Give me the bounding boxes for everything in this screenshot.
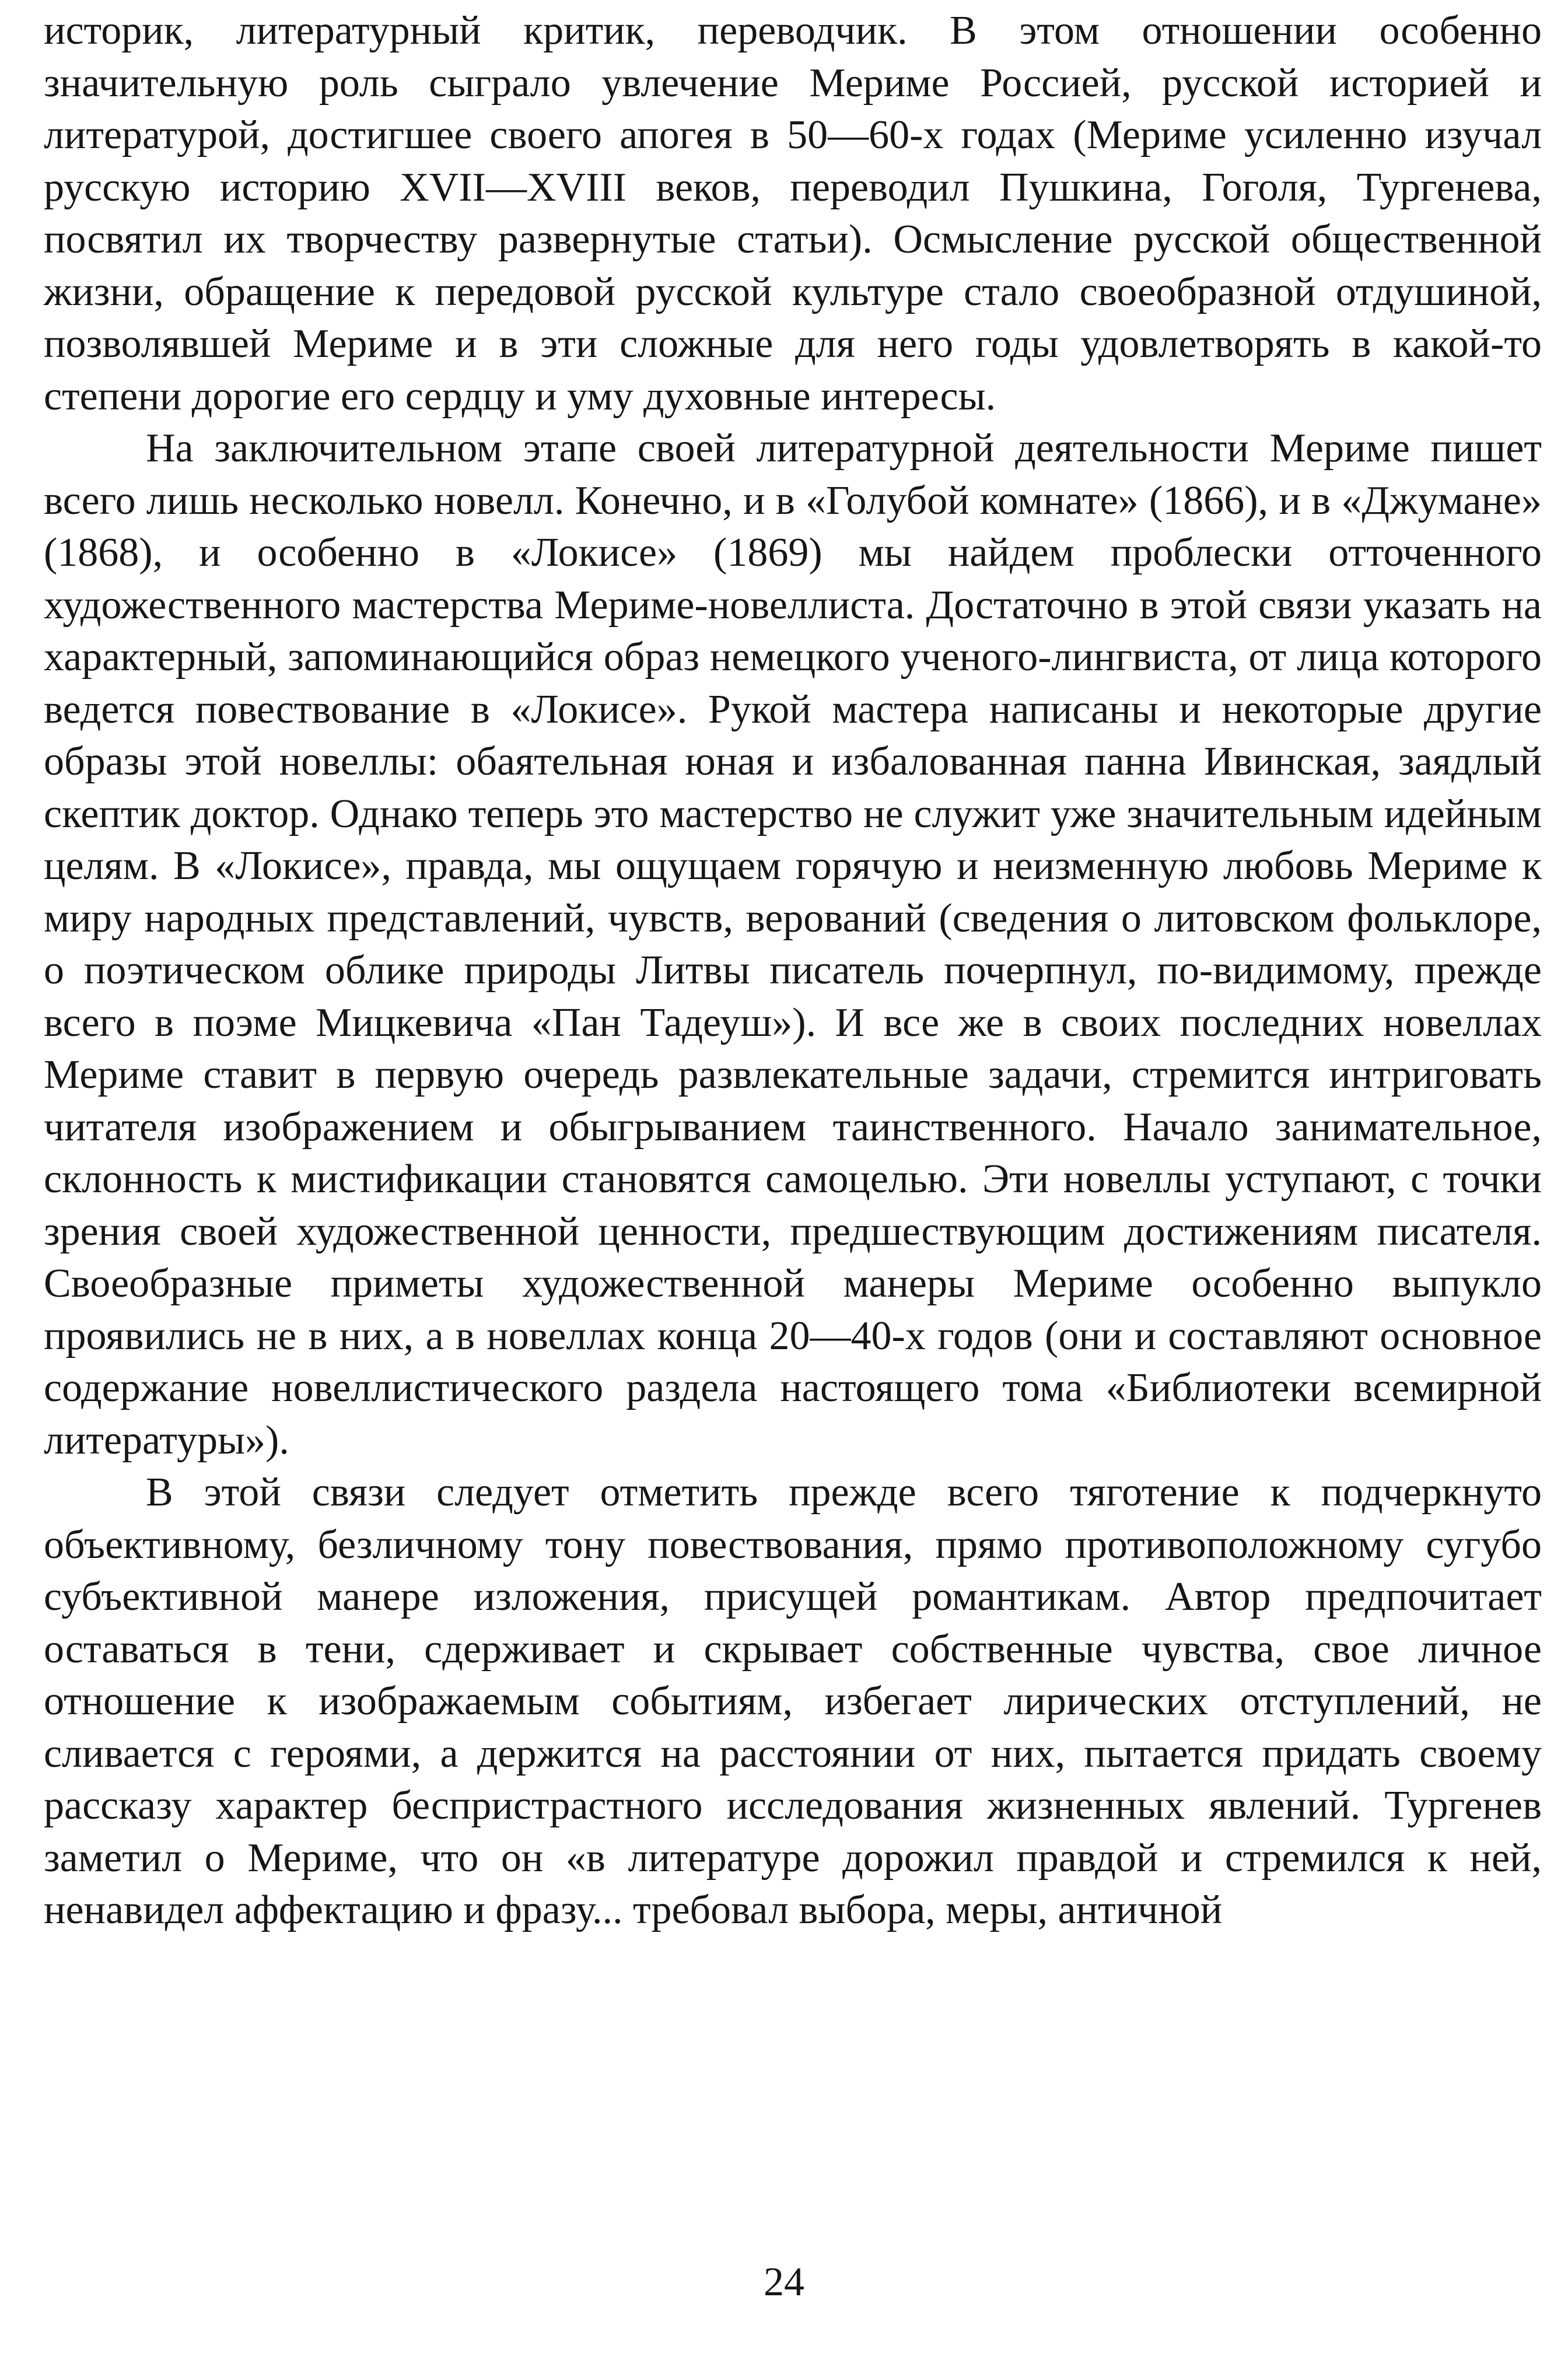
paragraph-3: В этой связи следует отметить прежде всего тяготение к подчеркнуто объективному, безличному тону повествования, прямо противоположному сугубо субъективной манере изложения, присущей романтикам. Автор предпочитает оставаться в тени, сдерживает и скрывает собственные чувства, свое личное отношение к изображаемым событиям, избегает лирических отступлений, не сливается с героями, а держится на расстоянии от них, пытается придать своему рассказу характер беспристрастного исследования жизненных явлений. Тургенев заметил о Мериме, что он «в литературе дорожил правдой и стремился к ней, ненавидел аффектацию и фразу... требовал выбора, меры, античной <box>44 1470 1542 1932</box>
paragraph-1: историк, литературный критик, переводчик. В этом отношении особенно значительную роль сыграло увлечение Мериме Россией, русской историей и литературой, достигшее своего апогея в 50—60-х годах (Мериме усиленно изучал русскую историю XVII—XVIII веков, переводил Пушкина, Гоголя, Тургенева, посвятил их творчеству развернутые статьи). Осмысление русской общественной жизни, обращение к передовой русской культуре стало своеобразной отдушиной, позволявшей Мериме и в эти сложные для него годы удовлетворять в какой-то степени дорогие его сердцу и уму духовные интересы. <box>44 8 1542 419</box>
paragraph-2: На заключительном этапе своей литературной деятельности Мериме пишет всего лишь несколько новелл. Конечно, и в «Голубой комнате» (1866), и в «Джумане» (1868), и особенно в «Локисе» (1869) мы найдем проблески отточенного художественного мастерства Мериме-новеллиста. Достаточно в этой связи указать на характерный, запоминающийся образ немецкого ученого-лингвиста, от лица которого ведется повествование в «Локисе». Рукой мастера написаны и некоторые другие образы этой новеллы: обаятельная юная и избалованная панна Ивинская, заядлый скептик доктор. Однако теперь это мастерство не служит уже значительным идейным целям. В «Локисе», правда, мы ощущаем горячую и неизменную любовь Мериме к миру народных представлений, чувств, верований (сведения о литовском фольклоре, о поэтическом облике природы Литвы писатель почерпнул, по-видимому, прежде всего в поэме Мицкевича «Пан Тадеуш»). И все же в своих последних новеллах Мериме ставит в первую очередь развлекательные задачи, стремится интриговать читателя изображением и обыгрыванием таинственного. Начало занимательное, склонность к мистификации становятся самоцелью. Эти новеллы уступают, с точки зрения своей художественной ценности, предшествующим достижениям писателя. Своеобразные приметы художественной манеры Мериме особенно выпукло проявились не в них, а в новеллах конца 20—40-х годов (они и составляют основное содержание новеллистического раздела настоящего тома «Библиотеки всемирной литературы»). <box>44 426 1542 1463</box>
page-body <box>44 5 1542 1937</box>
page-number: 24 <box>764 2260 804 2305</box>
